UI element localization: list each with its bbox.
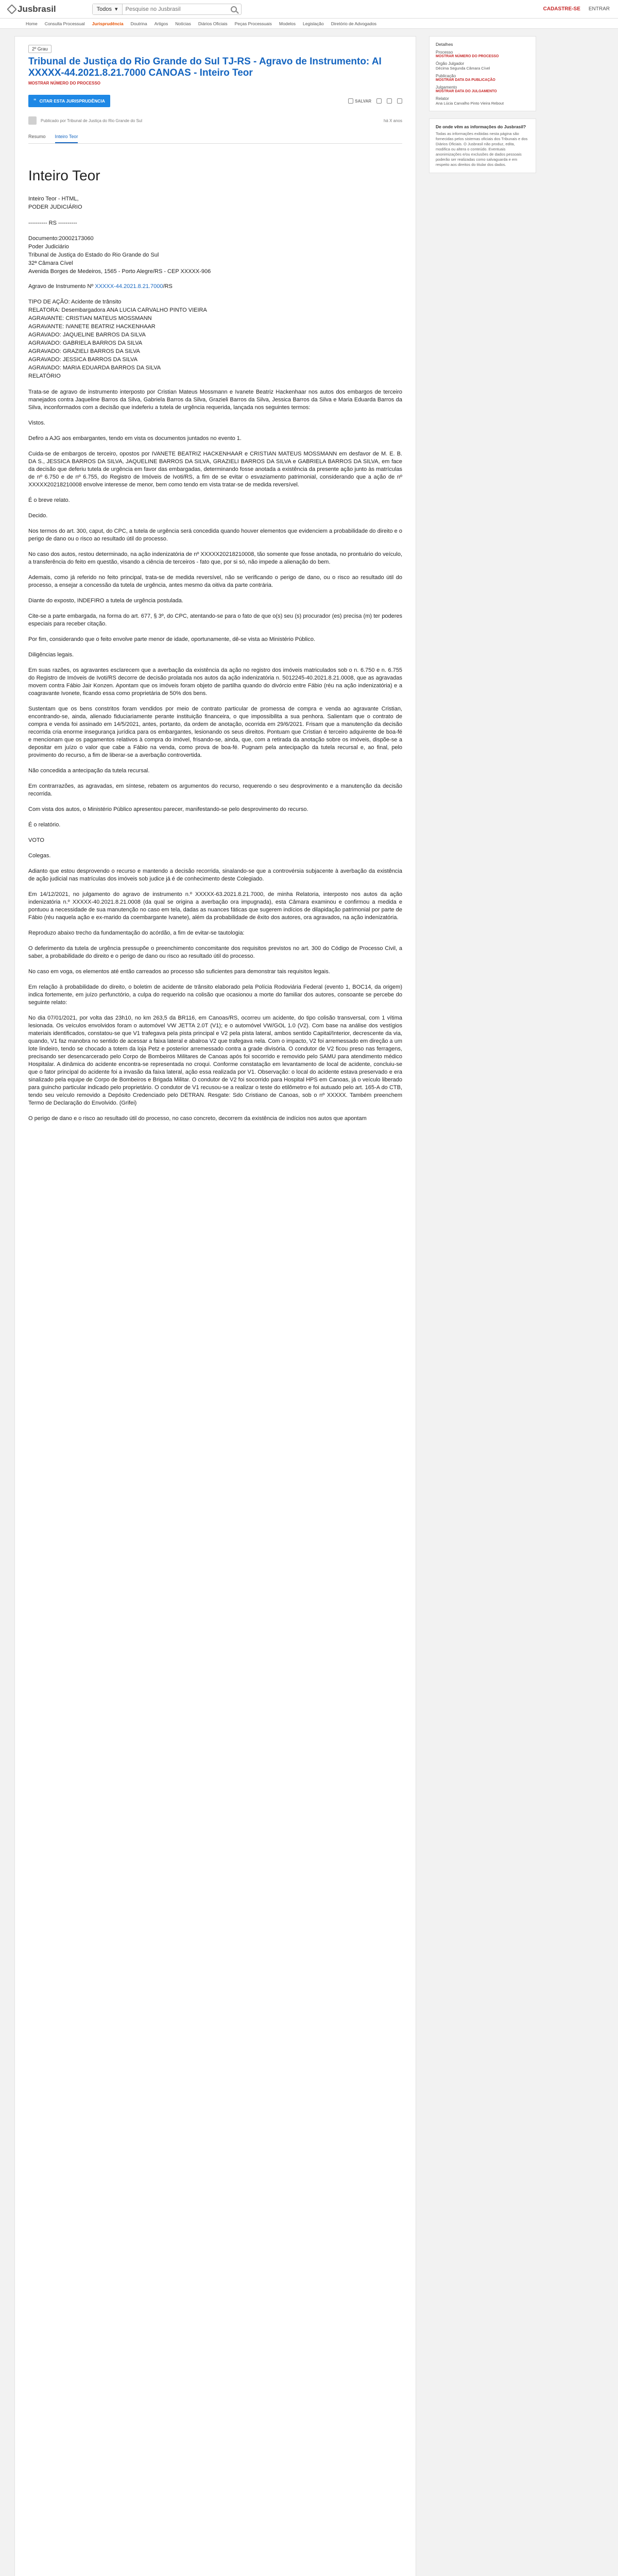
party-line: AGRAVANTE: CRISTIAN MATEUS MOSSMANN <box>28 315 152 321</box>
cite-button[interactable] <box>28 95 110 107</box>
detail-value[interactable]: MOSTRAR DATA DO JULGAMENTO <box>436 90 497 93</box>
paragraph: Diante do exposto, INDEFIRO a tutela de urgência postulada. <box>28 598 183 604</box>
header-line: PODER JUDICIÁRIO <box>28 204 82 210</box>
origin-card <box>429 118 536 173</box>
details-title: Detalhes <box>436 42 453 47</box>
detail-value[interactable]: MOSTRAR NÚMERO DO PROCESSO <box>436 55 499 58</box>
paragraph: Defiro a AJG aos embargantes, tendo em vista os documentos juntados no evento 1. <box>28 435 242 442</box>
detail-label: Órgão Julgador <box>436 61 465 66</box>
paragraph: Nos termos do art. 300, caput, do CPC, a tutela de urgência será concedida quando houver elementos que evidenciem a probabilidade do direito e o perigo de dano ou o risco ao resultado útil do processo. <box>28 528 402 542</box>
paragraph: Com vista dos autos, o Ministério Público apresentou parecer, manifestando-se pelo desprovimento do recurso. <box>28 806 308 812</box>
detail-label: Publicação <box>436 74 456 78</box>
agravo-line <box>28 283 402 291</box>
party-line: TIPO DE AÇÃO: Acidente de trânsito <box>28 299 122 305</box>
top-bar <box>0 0 618 19</box>
header-lines <box>28 195 402 211</box>
search-category-select[interactable] <box>93 4 123 14</box>
party-line: RELATÓRIO <box>28 373 61 379</box>
sidebar <box>429 36 536 180</box>
paragraph: Em contrarrazões, as agravadas, em síntese, rebatem os argumentos do recurso, requerendo o seu desprovimento e a manutenção da decisão recorrida. <box>28 783 402 797</box>
detail-value: Ana Lúcia Carvalho Pinto Vieira Rebout <box>436 101 504 106</box>
paragraph: Trata-se de agravo de instrumento interposto por Cristian Mateus Mossmann e Ivanete Beatriz Hackenhaar nos autos dos embargos de terceiro manejados contra Jaqueline Barros da Silva, Gabriela Barros da Silva, Grazieli Barros da Silva, Jessica Barros da Silva e Maria Eduarda Barros da Silva, inconformados com a decisão que indeferiu a tutela de urgência requerida, lançada nos seguintes termos: <box>28 389 402 411</box>
paragraph: O perigo de dano e o risco ao resultado útil do processo, no caso concreto, decorrem da existência de indícios nos autos que apontam <box>28 1115 367 1122</box>
download-button[interactable] <box>387 98 392 104</box>
save-button-label: SALVAR <box>355 98 371 104</box>
nav-item[interactable]: Artigos <box>154 21 168 26</box>
paragraph: VOTO <box>28 837 44 843</box>
paragraph: Em 14/12/2021, no julgamento do agravo de instrumento n.º XXXXX-63.2021.8.21.7000, de minha Relatoria, interposto nos autos da ação indenizatória n.º XXXXX-40.2021.8.21.0008 (da qual se origina a averbação ora impugnada), esta Câmara examinou e confirmou a medida e pontuou a necessidade de sua manutenção no caso em tela, dadas as nuances fáticas que sugerem indícios de dilapidação patrimonial por parte de Fábio (réu naquela ação e ex-marido da coembargante Ivanete), além da probabilidade de êxito dos autores, ora agravados, na ação indenizatória. <box>28 891 402 921</box>
save-button[interactable] <box>348 98 371 104</box>
origin-text: Todas as informações exibidas nesta página são fornecidas pelos sistemas oficiais dos Tribunais e dos Diários Oficiais. O Jusbrasil não produz, edita, modifica ou altera o conteúdo. Eventuais anonimizações e/ou exclusões de dados pessoais poderão ser realizadas como salvaguarda e em respeito aos direitos do titular dos dados. <box>436 131 528 167</box>
paragraph: Diligências legais. <box>28 652 74 658</box>
court-avatar <box>28 116 37 125</box>
login-link[interactable]: ENTRAR <box>588 6 610 12</box>
tab-item[interactable]: Inteiro Teor <box>55 131 78 143</box>
paragraph: Em relação à probabilidade do direito, o boletim de acidente de trânsito elaborado pela Polícia Rodoviária Federal (evento 1, BOC14, da origem) indica fortemente, em juízo perfunctório, a culpa do requerido na colisão que ocasionou a morte do familiar dos autores, consoante se percebe do seguinte relato: <box>28 984 402 1006</box>
paragraphs <box>28 388 402 1123</box>
doc-lines <box>28 235 402 276</box>
nav-item[interactable]: Legislação <box>303 21 324 26</box>
nav-item[interactable]: Diretório de Advogados <box>331 21 377 26</box>
nav-item[interactable]: Peças Processuais <box>234 21 272 26</box>
paragraph: Ademais, como já referido no feito principal, trata-se de medida reversível, não se verificando o perigo de dano, ou o risco ao resultado útil do processo, a ensejar a concessão da tutela de urgência, antes mesmo da oitiva da parte contrária. <box>28 574 402 588</box>
download-icon <box>387 98 392 104</box>
content-tabs <box>28 131 402 144</box>
detail-label: Relator <box>436 96 449 101</box>
published-by: Publicado por Tribunal de Justiça do Rio Grande do Sul <box>41 118 143 123</box>
detail-value: Décima Segunda Câmara Cível <box>436 66 490 71</box>
search-icon[interactable] <box>231 6 237 12</box>
bookmark-icon <box>348 98 353 104</box>
paragraph: Colegas. <box>28 853 51 859</box>
search-input[interactable] <box>123 6 231 12</box>
quote-icon: “ <box>33 98 37 104</box>
doc-line: Tribunal de Justiça do Estado do Rio Grande do Sul <box>28 252 159 258</box>
search-box <box>92 4 242 15</box>
nav-item[interactable]: Home <box>26 21 38 26</box>
paragraph: O deferimento da tutela de urgência pressupõe o preenchimento concomitante dos requisitos previstos no art. 300 do Código de Processo Civil, a saber, a probabilidade do direito e o perigo de dano ou risco ao resultado útil do processo. <box>28 945 402 959</box>
logo[interactable] <box>8 4 56 14</box>
header-line: Inteiro Teor - HTML, <box>28 196 79 202</box>
doc-line: Avenida Borges de Medeiros, 1565 - Porto Alegre/RS - CEP XXXXX-906 <box>28 268 211 275</box>
nav-item[interactable]: Notícias <box>175 21 191 26</box>
paragraph: É o relatório. <box>28 822 61 828</box>
share-button[interactable] <box>397 98 402 104</box>
party-line: AGRAVADO: JAQUELINE BARROS DA SILVA <box>28 332 146 338</box>
detail-value[interactable]: MOSTRAR DATA DA PUBLICAÇÃO <box>436 78 495 82</box>
party-line: AGRAVADO: MARIA EDUARDA BARROS DA SILVA <box>28 365 161 371</box>
print-icon <box>376 98 382 104</box>
detail-label: Processo <box>436 50 453 55</box>
nav-item[interactable]: Consulta Processual <box>44 21 85 26</box>
nav-item[interactable]: Diários Oficiais <box>198 21 228 26</box>
party-line: AGRAVANTE: IVANETE BEATRIZ HACKENHAAR <box>28 324 156 330</box>
published-date: há X anos <box>383 118 402 123</box>
paragraph: Adianto que estou desprovendo o recurso e mantendo a decisão recorrida, sinalando-se que a controvérsia subjacente à averbação da existência de ação judicial nas matrículas dos imóveis sob judice já é de conhecimento deste Colegiado. <box>28 868 402 882</box>
main-content <box>14 36 416 2576</box>
nav-item[interactable]: Doutrina <box>130 21 147 26</box>
party-line: RELATORA: Desembargadora ANA LUCIA CARVALHO PINTO VIEIRA <box>28 307 207 313</box>
tab-item[interactable]: Resumo <box>28 134 46 139</box>
parties-list <box>28 298 402 380</box>
paragraph: No caso dos autos, restou determinado, na ação indenizatória de nº XXXXX20218210008, tão somente que fosse anotada, no prontuário do veículo, a transferência do feito em questão, visando a ciência de terceiros - fato que, por si só, não impede a alienação do bem. <box>28 551 402 565</box>
party-line: AGRAVADO: GABRIELA BARROS DA SILVA <box>28 340 143 346</box>
paragraph: Reproduzo abaixo trecho da fundamentação do acórdão, a fim de evitar-se tautologia: <box>28 930 245 936</box>
grade-badge: 2º Grau <box>28 45 52 53</box>
agravo-suffix: /RS <box>163 283 173 290</box>
main-nav <box>0 19 618 29</box>
register-link[interactable]: CADASTRE-SE <box>543 6 580 12</box>
origin-title: De onde vêm as informações do Jusbrasil? <box>436 124 526 129</box>
logo-mark-icon <box>7 4 17 14</box>
print-button[interactable] <box>376 98 382 104</box>
paragraph: Sustentam que os bens constritos foram vendidos por meio de contrato particular de promessa de compra e venda ao agravante Cristian, encontrando-se, ainda, alienado fiduciariamente perante instituição financeira, o que impossibilita a sua penhora. Salientam que o contrato de compra e venda foi assinado em 14/5/2021, antes, portanto, da ordem de anotação, ocorrida em 29/6/2021. Frisam que a manutenção da decisão recorrida cria enorme insegurança jurídica para os embargantes, lesionando os seus direitos. Pontuam que Cristian é terceiro adquirente de boa-fé e mencionam que os pagamentos relativos à compra do imóvel, frisando-se, ainda, que, com a retirada da anotação sobre os imóveis, dispõe-se a depositar em juízo o valor que cabe a Fábio na venda, como prova de boa-fé. Pugnam pela antecipação da tutela recursal e, ao final, pelo provimento do recurso, a fim de liberar-se a averbação controvertida. <box>28 706 402 758</box>
search-category-label: Todos <box>96 6 112 12</box>
paragraph: Cite-se a parte embargada, na forma do art. 677, § 3º, do CPC, atentando-se para o fato de que o(s) seu (s) procurador (es) precisa (m) ter poderes especiais para receber citação. <box>28 613 402 627</box>
paragraph: Por fim, considerando que o feito envolve parte menor de idade, oportunamente, dê-se vista ao Ministério Público. <box>28 636 316 642</box>
doc-line: 32ª Câmara Cível <box>28 260 73 266</box>
separator: ---------- RS ---------- <box>28 220 77 226</box>
party-line: AGRAVADO: GRAZIELI BARROS DA SILVA <box>28 348 140 354</box>
doc-line: Poder Judiciário <box>28 244 69 250</box>
share-icon <box>397 98 402 104</box>
detail-label: Julgamento <box>436 85 457 90</box>
nav-item[interactable]: Jurisprudência <box>92 21 124 26</box>
details-card <box>429 36 536 111</box>
agravo-prefix: Agravo de Instrumento Nº <box>28 283 95 290</box>
paragraph: No dia 07/01/2021, por volta das 23h10, no km 263,5 da BR116, em Canoas/RS, ocorreu um acidente, do tipo colisão transversal, com 1 vítima lesionada. Os veículos envolvidos foram o automóvel VW JETTA 2.0T (V1); e o automóvel VW/GOL 1.0 (V2). Com base na análise dos vestígios materiais identificados, constatou-se que V1 trafegava pela pista principal e V2 pela pista lateral, ambos sentido Capital/Interior, decrescente da via, quando, V1 faz manobra no sentido de acessar a faixa lateral e abalroa V2 que trafegava nela. Com o impacto, V2 foi arremessado em direção a um lote lindeiro, tendo se chocado a totem da loja Petz e posterior arremessado contra a grade divisória. O condutor de V2 ficou preso nas ferragens, precisando ser desencarcerado pelo Corpo de Bombeiros Militares de Canoas após foi socorrido e removido pelo SAMU para atendimento médico Hospitalar. A dinâmica do acidente encontra-se representada no croqui. Conforme constatação em levantamento de local de acidente, concluiu-se que o fator principal do acidente foi a invasão da faixa lateral, ação essa realizada por V1. Observação: o local do acidente estava preservado e era sinalizado pela equipe de Corpo de Bombeiros e Brigada Militar. O condutor de V2 foi socorrido para Hospital HPS em Canoas, já o veículo liberado para guincho particular indicado pelo proprietário. O condutor de V1 recusou-se a realizar o teste do etilômetro e foi autuado pelo art. 165-A do CTB, tendo seu veículo removido a Depósito Credenciado pelo DETRAN. Resgate: Sdo Cristiano de Canoas, sob o nº XXXXX. Também preenchem Termo de Declaração do Envolvido. (Grifei) <box>28 1015 402 1106</box>
cite-button-label: CITAR ESTA JURISPRUDÊNCIA <box>39 98 105 104</box>
content-heading: Inteiro Teor <box>28 167 100 183</box>
paragraph: Cuida-se de embargos de terceiro, opostos por IVANETE BEATRIZ HACKENHAAR e CRISTIAN MATEUS MOSSMANN em desfavor de M. E. B. DA S., JESSICA BARROS DA SILVA, JAQUELINE BARROS DA SILVA, GRAZIELI BARROS DA SILVA e GABRIELA BARROS DA SILVA, em face da decisão que deferiu tutela de urgência em favor das embargadas, determinando fosse anotada a existência da presente ação junto às matrículas de nº 6.750 e de nº 6.755, do Registro de Imóveis de Ivoti/RS, a fim de se evitar o esvaziamento patrimonial, considerando que a ação de nº XXXXX20218210008 envolve interesse de menor, bem como tendo em vista tratar-se de medida reversível. <box>28 451 402 488</box>
paragraph: Vistos. <box>28 420 45 426</box>
document-body <box>28 144 402 1136</box>
doc-line: Documento:20002173060 <box>28 235 94 242</box>
party-line: AGRAVADO: JESSICA BARROS DA SILVA <box>28 357 138 363</box>
chevron-down-icon: ▾ <box>115 6 118 12</box>
nav-item[interactable]: Modelos <box>279 21 296 26</box>
agravo-link[interactable]: XXXXX-44.2021.8.21.7000 <box>95 283 163 290</box>
paragraph: Em suas razões, os agravantes esclarecem que a averbação da existência da ação no registro dos imóveis matriculados sob o n. 6.750 e n. 6.755 do Registro de Imóveis de Ivoti/RS decorre de decisão prolatada nos autos da ação indenizatória n. 5012245-40.2021.8.21.0008, que as agravadas movem contra Fábio Jair Konzen. Apontam que os imóveis foram objeto de partilha quando do divórcio entre Fábio (réu na ação indenizatória) e a coagravante Ivonete, ficando essa como proprietária de 50% dos bens. <box>28 667 402 697</box>
logo-text: Jusbrasil <box>18 4 56 14</box>
paragraph: É o breve relato. <box>28 497 70 503</box>
page-title: Tribunal de Justiça do Rio Grande do Sul TJ-RS - Agravo de Instrumento: AI XXXXX-44.2021.8.21.7000 CANOAS - Inteiro Teor <box>28 56 382 78</box>
published-by-row <box>28 112 402 129</box>
paragraph: Não concedida a antecipação da tutela recursal. <box>28 768 150 774</box>
paragraph: Decido. <box>28 513 48 519</box>
show-process-number-link[interactable]: MOSTRAR NÚMERO DO PROCESSO <box>28 81 101 86</box>
paragraph: No caso em voga, os elementos até então carreados ao processo são suficientes para demonstrar tais requisitos legais. <box>28 969 330 975</box>
